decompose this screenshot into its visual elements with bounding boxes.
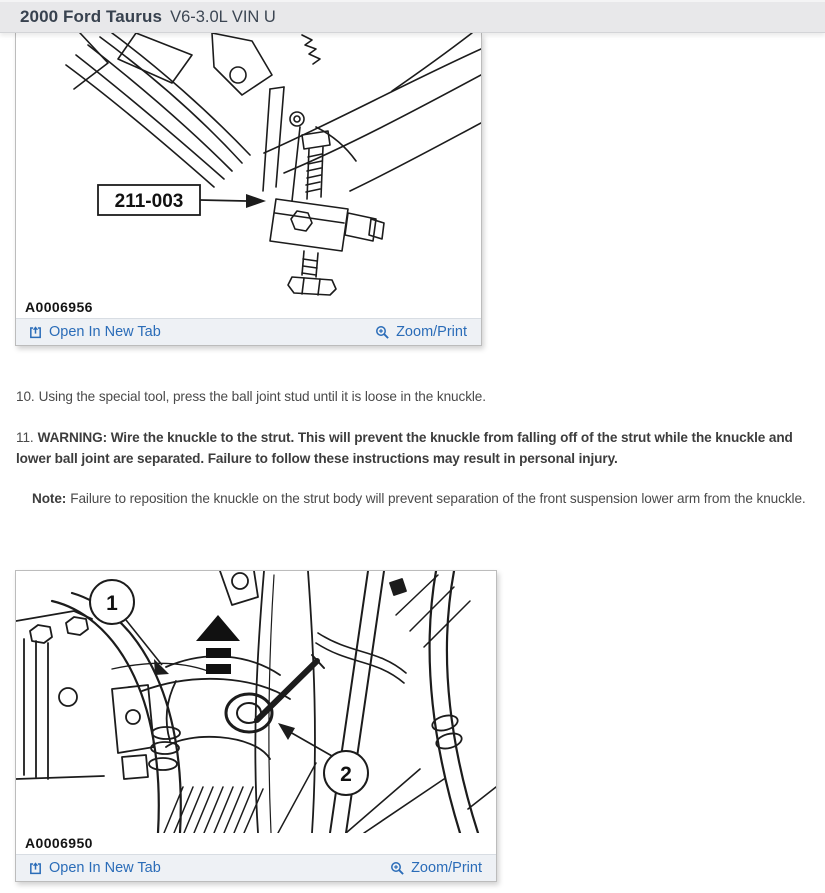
step-10-number: 10. xyxy=(16,389,35,404)
vehicle-engine-subtitle: V6-3.0L VIN U xyxy=(170,7,276,26)
callout-arrowhead xyxy=(246,194,266,208)
note-label: Note: xyxy=(32,491,67,506)
callout-2 xyxy=(278,723,368,795)
zoom-print-link[interactable] xyxy=(390,860,482,876)
figure-illustration-ball-joint-tool xyxy=(16,33,481,297)
vehicle-title: 2000 Ford Taurus xyxy=(20,7,163,26)
callout-1-label: 1 xyxy=(106,592,118,615)
figure-ball-joint-tool xyxy=(15,33,482,346)
vehicle-header xyxy=(0,0,825,33)
warning-text: WARNING: Wire the knuckle to the strut. This will prevent the knuckle from falling off of the strut while the knuckle and lower ball joint are separated. Failure to follow these instructions may result in personal injury. xyxy=(16,430,793,466)
callout-1 xyxy=(90,580,169,675)
open-in-new-tab-icon xyxy=(28,861,43,876)
note-text: Note: Failure to reposition the knuckle on the strut body will prevent separation of the front suspension lower arm from the knuckle. xyxy=(32,491,806,506)
step-10-text: 10. Using the special tool, press the ball joint stud until it is loose in the knuckle. xyxy=(16,389,486,404)
zoom-print-label: Zoom/Print xyxy=(396,324,467,340)
figure-id-label: A0006950 xyxy=(25,835,93,851)
zoom-print-icon xyxy=(375,325,390,340)
open-in-new-tab-label: Open In New Tab xyxy=(49,860,161,876)
open-in-new-tab-icon xyxy=(28,325,43,340)
step-11-warning-text xyxy=(16,427,816,469)
zoom-print-icon xyxy=(390,861,405,876)
zoom-print-link[interactable] xyxy=(375,324,467,340)
figure-toolbar xyxy=(16,318,481,345)
figure-knuckle-engine-bay xyxy=(15,570,497,882)
lift-direction-arrow xyxy=(196,615,240,674)
figure-toolbar xyxy=(16,854,496,881)
zoom-print-label: Zoom/Print xyxy=(411,860,482,876)
step-11-number: 11. xyxy=(16,430,34,445)
open-in-new-tab-link[interactable] xyxy=(28,860,161,876)
open-in-new-tab-link[interactable] xyxy=(28,324,161,340)
figure-id-label: A0006956 xyxy=(25,299,93,315)
tool-callout-box xyxy=(98,185,266,215)
open-in-new-tab-label: Open In New Tab xyxy=(49,324,161,340)
callout-2-label: 2 xyxy=(340,763,352,786)
figure-illustration-knuckle xyxy=(16,571,496,833)
tool-callout-label: 211-003 xyxy=(114,191,184,212)
